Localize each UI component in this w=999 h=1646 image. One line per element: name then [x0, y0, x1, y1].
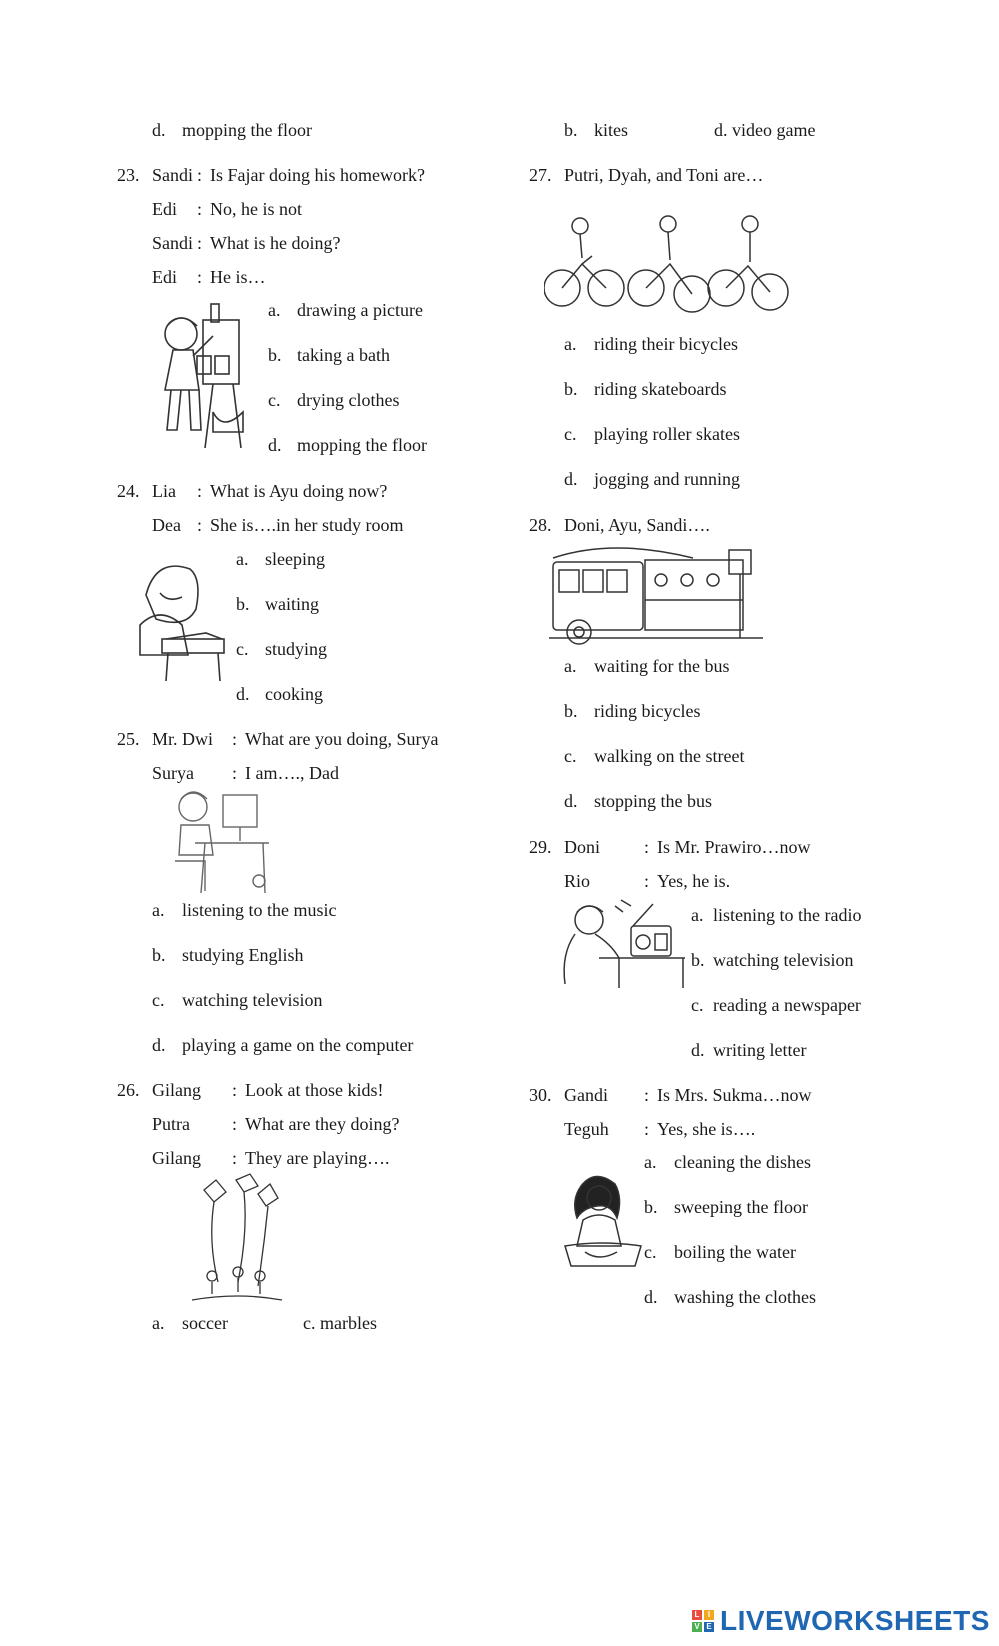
option-text: riding skateboards	[594, 379, 727, 399]
dialog-line: Yes, she is….	[657, 1119, 756, 1139]
option-letter: a.	[644, 1152, 657, 1172]
bus-stop-illustration	[549, 540, 763, 650]
option-text: watching television	[182, 990, 323, 1010]
option-letter: c.	[691, 995, 704, 1015]
speaker: Edi	[152, 267, 177, 287]
colon: :	[197, 481, 203, 501]
option-letter: c.	[564, 424, 577, 444]
option-letter: d.	[691, 1040, 705, 1060]
speaker: Sandi	[152, 233, 194, 253]
colon: :	[644, 837, 650, 857]
option-letter: a.	[152, 1313, 165, 1333]
speaker: Teguh	[564, 1119, 609, 1139]
option-letter: a.	[691, 905, 704, 925]
question-number: 28.	[529, 515, 552, 535]
option-text: watching television	[713, 950, 854, 970]
option-letter: c.	[564, 746, 577, 766]
dialog-line: What are they doing?	[245, 1114, 400, 1134]
option-letter: d.	[564, 791, 578, 811]
option-text: playing a game on the computer	[182, 1035, 414, 1055]
option-letter: b.	[236, 594, 250, 614]
option-text: mopping the floor	[297, 435, 427, 455]
option-text: playing roller skates	[594, 424, 740, 444]
option-text: waiting for the bus	[594, 656, 730, 676]
option-text: drawing a picture	[297, 300, 423, 320]
option-letter: b.	[644, 1197, 658, 1217]
option-text: cleaning the dishes	[674, 1152, 811, 1172]
colon: :	[197, 515, 203, 535]
option-letter: c.	[268, 390, 281, 410]
colon: :	[197, 165, 203, 185]
option-text: reading a newspaper	[713, 995, 861, 1015]
option-letter: b.	[152, 945, 166, 965]
dialog-line: They are playing….	[245, 1148, 390, 1168]
woman-washing-illustration	[559, 1172, 645, 1270]
dialog-line: What is Ayu doing now?	[210, 481, 388, 501]
option-text: waiting	[265, 594, 319, 614]
option-text: studying	[265, 639, 328, 659]
option-letter: b.	[564, 379, 578, 399]
logo-tile: I	[704, 1610, 714, 1620]
option-text: soccer	[182, 1313, 228, 1333]
option-text: sweeping the floor	[674, 1197, 808, 1217]
colon: :	[644, 1085, 650, 1105]
dialog-line: I am…., Dad	[245, 763, 339, 783]
question-number: 23.	[117, 165, 140, 185]
question-number: 29.	[529, 837, 552, 857]
dialog-line: Is Mr. Prawiro…now	[657, 837, 811, 857]
colon: :	[197, 267, 203, 287]
option-text: listening to the music	[182, 900, 337, 920]
option-text: sleeping	[265, 549, 325, 569]
colon: :	[232, 1080, 238, 1100]
liveworksheets-brand[interactable]	[692, 1604, 990, 1638]
option-letter: d.	[564, 469, 578, 489]
speaker: Surya	[152, 763, 194, 783]
option-text: mopping the floor	[182, 120, 312, 140]
colon: :	[232, 1148, 238, 1168]
question-number: 27.	[529, 165, 552, 185]
speaker: Lia	[152, 481, 176, 501]
option-letter: a.	[268, 300, 281, 320]
option-letter: d.	[268, 435, 282, 455]
dialog-line: She is….in her study room	[210, 515, 404, 535]
option-text: cooking	[265, 684, 323, 704]
colon: :	[644, 871, 650, 891]
option-letter: b.	[564, 701, 578, 721]
option-letter: a.	[564, 334, 577, 354]
option-letter: d.	[152, 1035, 166, 1055]
option-letter: c.	[236, 639, 249, 659]
colon: :	[232, 1114, 238, 1134]
question-number: 30.	[529, 1085, 552, 1105]
logo-tile: E	[704, 1622, 714, 1632]
option-text: kites	[594, 120, 628, 140]
option-letter: d.	[644, 1287, 658, 1307]
liveworksheets-logo-icon	[692, 1610, 714, 1632]
colon: :	[644, 1119, 650, 1139]
logo-tile: L	[692, 1610, 702, 1620]
option-letter: b.	[691, 950, 705, 970]
option-text: stopping the bus	[594, 791, 713, 811]
option-text: c. marbles	[303, 1313, 377, 1333]
option-letter: c.	[644, 1242, 657, 1262]
option-text: riding bicycles	[594, 701, 701, 721]
option-text: writing letter	[713, 1040, 807, 1060]
boy-computer-illustration	[165, 785, 271, 897]
brand-name: LIVEWORKSHEETS	[720, 1605, 990, 1636]
colon: :	[197, 199, 203, 219]
option-text: d. video game	[714, 120, 816, 140]
speaker: Sandi	[152, 165, 194, 185]
option-text: listening to the radio	[713, 905, 862, 925]
colon: :	[232, 763, 238, 783]
colon: :	[232, 729, 238, 749]
option-letter: a.	[564, 656, 577, 676]
option-text: studying English	[182, 945, 304, 965]
option-letter: a.	[152, 900, 165, 920]
dialog-line: He is…	[210, 267, 266, 287]
girl-studying-illustration	[126, 555, 226, 687]
dialog-line: Look at those kids!	[245, 1080, 384, 1100]
speaker: Gandi	[564, 1085, 608, 1105]
kids-riding-bicycles-illustration	[544, 214, 790, 318]
colon: :	[197, 233, 203, 253]
option-letter: a.	[236, 549, 249, 569]
option-letter: c.	[152, 990, 165, 1010]
question-number: 25.	[117, 729, 140, 749]
kids-flying-kites-illustration	[188, 1172, 284, 1304]
speaker: Gilang	[152, 1080, 201, 1100]
option-letter: b.	[268, 345, 282, 365]
question-stem: Doni, Ayu, Sandi….	[564, 515, 710, 535]
question-stem: Putri, Dyah, and Toni are…	[564, 165, 764, 185]
speaker: Mr. Dwi	[152, 729, 214, 749]
logo-tile: V	[692, 1622, 702, 1632]
dialog-line: No, he is not	[210, 199, 302, 219]
dialog-line: Is Mrs. Sukma…now	[657, 1085, 812, 1105]
option-letter: d.	[152, 120, 166, 140]
option-text: drying clothes	[297, 390, 400, 410]
speaker: Dea	[152, 515, 181, 535]
question-number: 26.	[117, 1080, 140, 1100]
question-number: 24.	[117, 481, 140, 501]
option-text: jogging and running	[594, 469, 740, 489]
boy-painting-illustration	[143, 300, 255, 450]
option-text: washing the clothes	[674, 1287, 816, 1307]
speaker: Edi	[152, 199, 177, 219]
dialog-line: Yes, he is.	[657, 871, 731, 891]
option-text: walking on the street	[594, 746, 745, 766]
dialog-line: What is he doing?	[210, 233, 341, 253]
option-letter: b.	[564, 120, 578, 140]
speaker: Rio	[564, 871, 591, 891]
dialog-line: What are you doing, Surya	[245, 729, 439, 749]
option-text: taking a bath	[297, 345, 390, 365]
option-text: boiling the water	[674, 1242, 796, 1262]
speaker: Doni	[564, 837, 600, 857]
option-text: riding their bicycles	[594, 334, 738, 354]
speaker: Putra	[152, 1114, 190, 1134]
option-letter: d.	[236, 684, 250, 704]
dialog-line: Is Fajar doing his homework?	[210, 165, 425, 185]
speaker: Gilang	[152, 1148, 201, 1168]
man-listening-radio-illustration	[559, 898, 687, 990]
